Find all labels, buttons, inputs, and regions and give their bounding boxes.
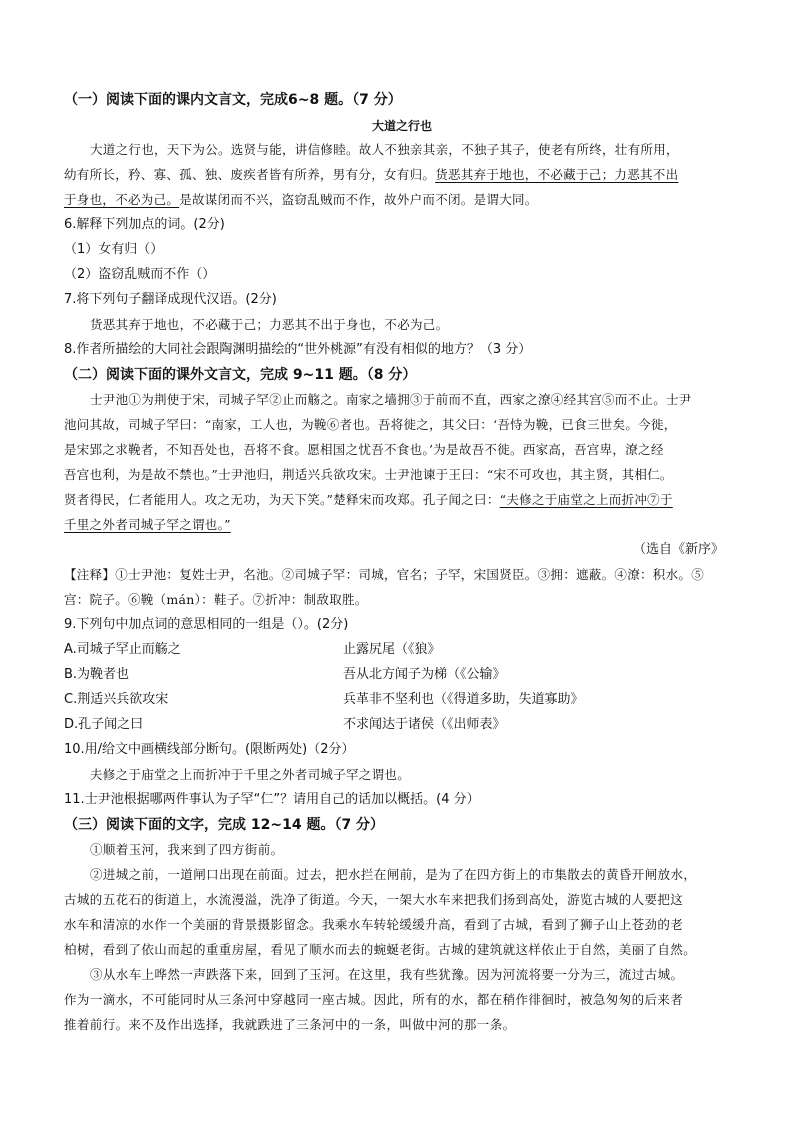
passage1-line: 于身也，不必为己。是故谋闭而不兴，盗窃乱贼而不作，故外户而不闭。是谓大同。 [64,192,538,207]
question-9-option-right: 兵革非不坚利也（《得道多助，失道寡助》 [343,692,584,707]
question-7: 7.将下列句子翻译成现代汉语。(2分) [64,292,277,307]
question-11: 11.士尹池根据哪两件事认为子罕“仁”？请用自己的话加以概括。(4 分） [64,792,480,807]
section1-header: （一）阅读下面的课内文言文，完成6~8 题。（7 分） [64,92,402,108]
question-6: 6.解释下列加点的词。(2分) [64,217,225,232]
question-9-option-right: 止露尻尾（《狼》 [343,642,441,657]
passage2-line: 池问其故，司城子罕曰：“南家，工人也，为鞔⑥者也。吾将徙之，其父曰：‘吾恃为鞔，已食三世矣。今徙， [64,417,677,432]
question-9-option-left: B.为鞔者也 [64,667,130,682]
passage3-line: 推着前行。来不及作出选择，我就跌进了三条河中的一条，叫做中河的那一条。 [64,1017,516,1032]
passage1-line: 幼有所长，矜、寡、孤、独、废疾者皆有所养，男有分，女有归。货恶其弃于地也，不必藏于己；力恶其不出 [64,167,679,182]
passage1-underlined: 于身也，不必为己。 [64,192,180,207]
question-9-option-left: D.孔子闻之曰 [64,717,144,732]
passage2-underlined: 千里之外者司城子罕之谓也。” [64,517,231,532]
passage2-underlined: “夫修之于庙堂之上而折冲⑦于 [499,492,673,507]
passage3-line: 作为一滴水，不可能同时从三条河中穿越同一座古城。因此，所有的水，都在稍作徘徊时，被急匆匆的后来者 [64,992,684,1007]
question-7-text: 货恶其弃于地也，不必藏于己；力恶其不出于身也，不必为己。 [90,317,449,332]
section2-header: （二）阅读下面的课外文言文，完成 9~11 题。（8 分） [64,367,417,383]
question-9-option-left: C.荆适兴兵欲攻宋 [64,692,169,707]
passage1-line: 大道之行也，天下为公。选贤与能，讲信修睦。故人不独亲其亲，不独子其子，使老有所终，壮有所用， [90,142,679,157]
passage2-line: 贤者得民，仁者能用人。攻之无功，为天下笑。”楚释宋而攻郑。孔子闻之曰：“夫修之于庙堂之上而折冲⑦于 [64,492,673,507]
passage2-source: （选自《新序》 [632,542,724,557]
question-8: 8.作者所描绘的大同社会跟陶渊明描绘的“世外桃源”有没有相似的地方？（3 分） [64,342,532,357]
section3-header: （三）阅读下面的文字，完成 12~14 题。（7 分） [64,817,385,833]
question-10-text: 夫修之于庙堂之上而折冲于千里之外者司城子罕之谓也。 [90,767,411,782]
question-9-option-right: 吾从北方闻子为梯（《公输》 [343,667,506,682]
passage2-note: 宫：院子。⑥鞔（mán）：鞋子。⑦折冲：制敌取胜。 [64,592,368,607]
passage3-line: 水车和清凉的水作一个美丽的背景摄影留念。我乘水车转轮缓缓升高，看到了古城，看到了狮子山上苍劲的老 [64,917,684,932]
question-9: 9.下列句中加点词的意思相同的一组是（）。(2分) [64,617,349,632]
passage2-line: 士尹池①为荆使于宋，司城子罕②止而觞之。南家之墙拥③于前而不直，西家之潦④经其宫⑤而不止。士尹 [90,392,692,407]
passage3-line: 古城的五花石的街道上，水流漫溢，洗净了街道。今天，一架大水车来把我们扬到高处，游览古城的人要把这 [64,892,684,907]
question-6a: （1）女有归（） [64,242,164,257]
question-9-option-left: A.司城子罕止而觞之 [64,642,181,657]
passage2-line: 吾宫也利，为是故不禁也。”士尹池归，荆适兴兵欲攻宋。士尹池谏于王曰：“宋不可攻也，其主贤，其相仁。 [64,467,673,482]
passage1-title: 大道之行也 [371,119,432,133]
passage3-line: ③从水车上哗然一声跌落下来，回到了玉河。在这里，我有些犹豫。因为河流将要一分为三，流过古城。 [90,967,684,982]
question-6b: （2）盗窃乱贼而不作（） [64,267,216,282]
passage3-line: ②进城之前，一道闸口出现在前面。过去，把水拦在闸前，是为了在四方街上的市集散去的黄昏开闸放水， [90,867,697,882]
question-9-option-right: 不求闻达于诸侯（《出师表》 [343,717,506,732]
passage2-note: 【注释】①士尹池：复姓士尹，名池。②司城子罕：司城，官名；子罕，宋国贤臣。③拥：遮蔽。④潦：积水。⑤ [64,567,705,582]
passage2-line: 是宋郢之求鞔者，不知吾处也，吾将不食。愿相国之忧吾不食也。’为是故吾不徙。西家高，吾宫卑，潦之经 [64,442,664,457]
passage2-line [64,514,740,536]
passage1-underlined: 货恶其弃于地也，不必藏于己；力恶其不出 [435,167,679,182]
question-10: 10.用/给文中画横线部分断句。(限断两处)（2分） [64,742,355,757]
passage3-line: ①顺着玉河，我来到了四方街前。 [90,842,284,857]
passage3-line: 柏树，看到了依山而起的重重房屋，看见了顺水而去的蜿蜒老街。古城的建筑就这样依止于自然，美丽了自然。 [64,942,697,957]
